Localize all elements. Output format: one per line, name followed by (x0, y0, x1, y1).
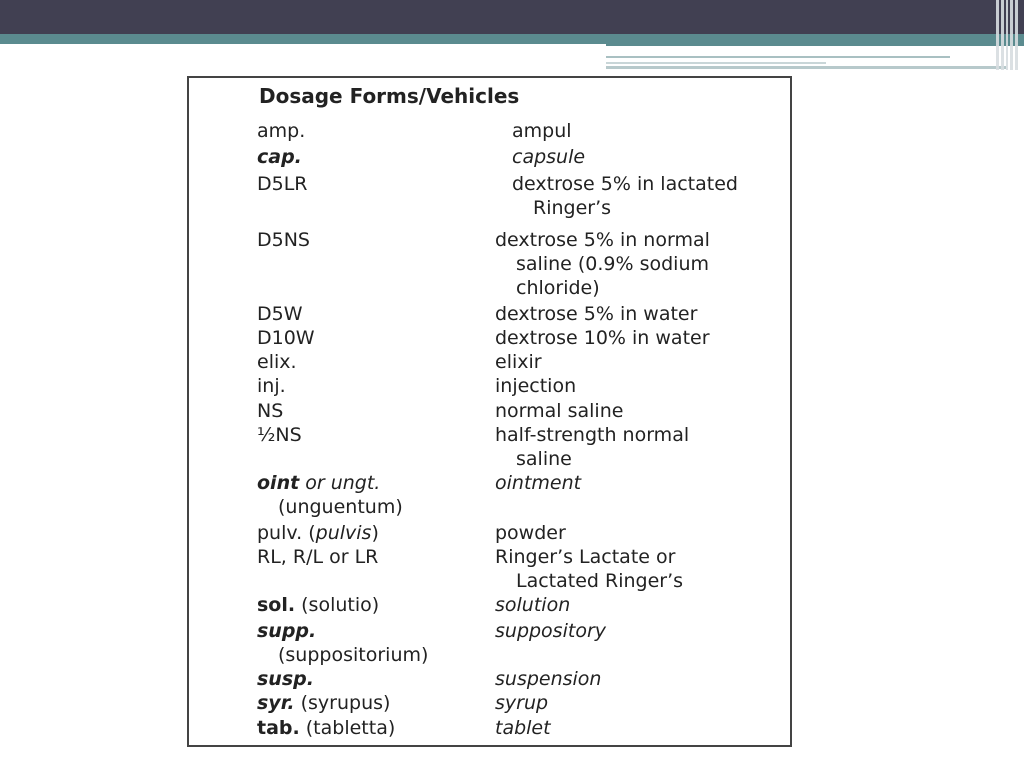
abbreviation-origin: pulvis (315, 522, 372, 544)
meaning-continuation: Lactated Ringer’s (516, 570, 684, 592)
abbreviation: D5LR (257, 173, 308, 195)
meaning: solution (495, 594, 571, 616)
abbreviation: NS (257, 400, 284, 422)
meaning-continuation: chloride) (516, 277, 600, 299)
abbreviation-primary: pulv. ( (257, 522, 316, 544)
abbreviation-connector: or (299, 472, 331, 494)
meaning: normal saline (495, 400, 624, 422)
abbreviation (257, 471, 487, 519)
header-rule-3 (606, 66, 1006, 69)
abbreviation: D5W (257, 303, 303, 325)
meaning: suspension (495, 668, 602, 690)
meaning (495, 545, 785, 593)
stripe (1006, 0, 1009, 70)
header-rule-1 (606, 56, 950, 58)
meaning: syrup (495, 692, 549, 714)
abbreviation: D10W (257, 327, 315, 349)
abbreviation: susp. (257, 668, 314, 690)
abbreviation: cap. (257, 146, 302, 168)
meaning (495, 423, 785, 471)
meaning-line: dextrose 5% in lactated (512, 173, 738, 195)
abbreviation: RL, R/L or LR (257, 546, 379, 568)
abbreviation-primary: syr. (257, 692, 295, 714)
abbreviation-close: ) (371, 522, 379, 544)
abbreviation: inj. (257, 375, 286, 397)
meaning-line: Ringer’s Lactate or (495, 546, 676, 568)
abbreviation-origin: (unguentum) (278, 496, 403, 518)
meaning: injection (495, 375, 577, 397)
meaning (512, 172, 802, 220)
abbreviation (257, 521, 487, 545)
header-band-dark (0, 0, 1024, 34)
stripe (1010, 0, 1013, 70)
meaning: dextrose 10% in water (495, 327, 710, 349)
meaning-continuation: Ringer’s (533, 197, 612, 219)
meaning (495, 228, 785, 300)
header-notch (0, 44, 606, 74)
meaning: ointment (495, 472, 582, 494)
abbreviation-origin: (suppositorium) (278, 644, 429, 666)
meaning: dextrose 5% in water (495, 303, 698, 325)
abbreviation-origin: (solutio) (295, 594, 380, 616)
meaning: suppository (495, 620, 606, 642)
abbreviation: ½NS (257, 424, 302, 446)
abbreviation-primary: tab. (257, 717, 300, 739)
abbreviation-primary: oint (257, 472, 300, 494)
abbreviation-origin: (tabletta) (299, 717, 396, 739)
abbreviation (257, 691, 487, 715)
meaning: capsule (512, 146, 586, 168)
abbreviation: amp. (257, 120, 306, 142)
abbreviation-alternate: ungt. (330, 472, 381, 494)
abbreviation (257, 716, 487, 740)
stripe (1015, 0, 1018, 70)
stripe (1001, 0, 1004, 70)
meaning-continuation: saline (0.9% sodium (516, 253, 710, 275)
abbreviation (257, 593, 487, 617)
meaning: powder (495, 522, 566, 544)
meaning: ampul (512, 120, 572, 142)
abbreviation: elix. (257, 351, 297, 373)
stripe (996, 0, 999, 70)
meaning-line: half-strength normal (495, 424, 690, 446)
meaning-continuation: saline (516, 448, 572, 470)
table-title: Dosage Forms/Vehicles (259, 84, 520, 108)
dosage-table (187, 76, 792, 747)
abbreviation-primary: supp. (257, 620, 317, 642)
abbreviation-origin: (syrupus) (294, 692, 391, 714)
corner-stripes (996, 0, 1018, 70)
meaning: tablet (495, 717, 551, 739)
abbreviation: D5NS (257, 229, 310, 251)
meaning: elixir (495, 351, 542, 373)
meaning-line: dextrose 5% in normal (495, 229, 710, 251)
abbreviation-primary: sol. (257, 594, 296, 616)
header-rule-2 (606, 62, 826, 64)
abbreviation (257, 619, 487, 667)
